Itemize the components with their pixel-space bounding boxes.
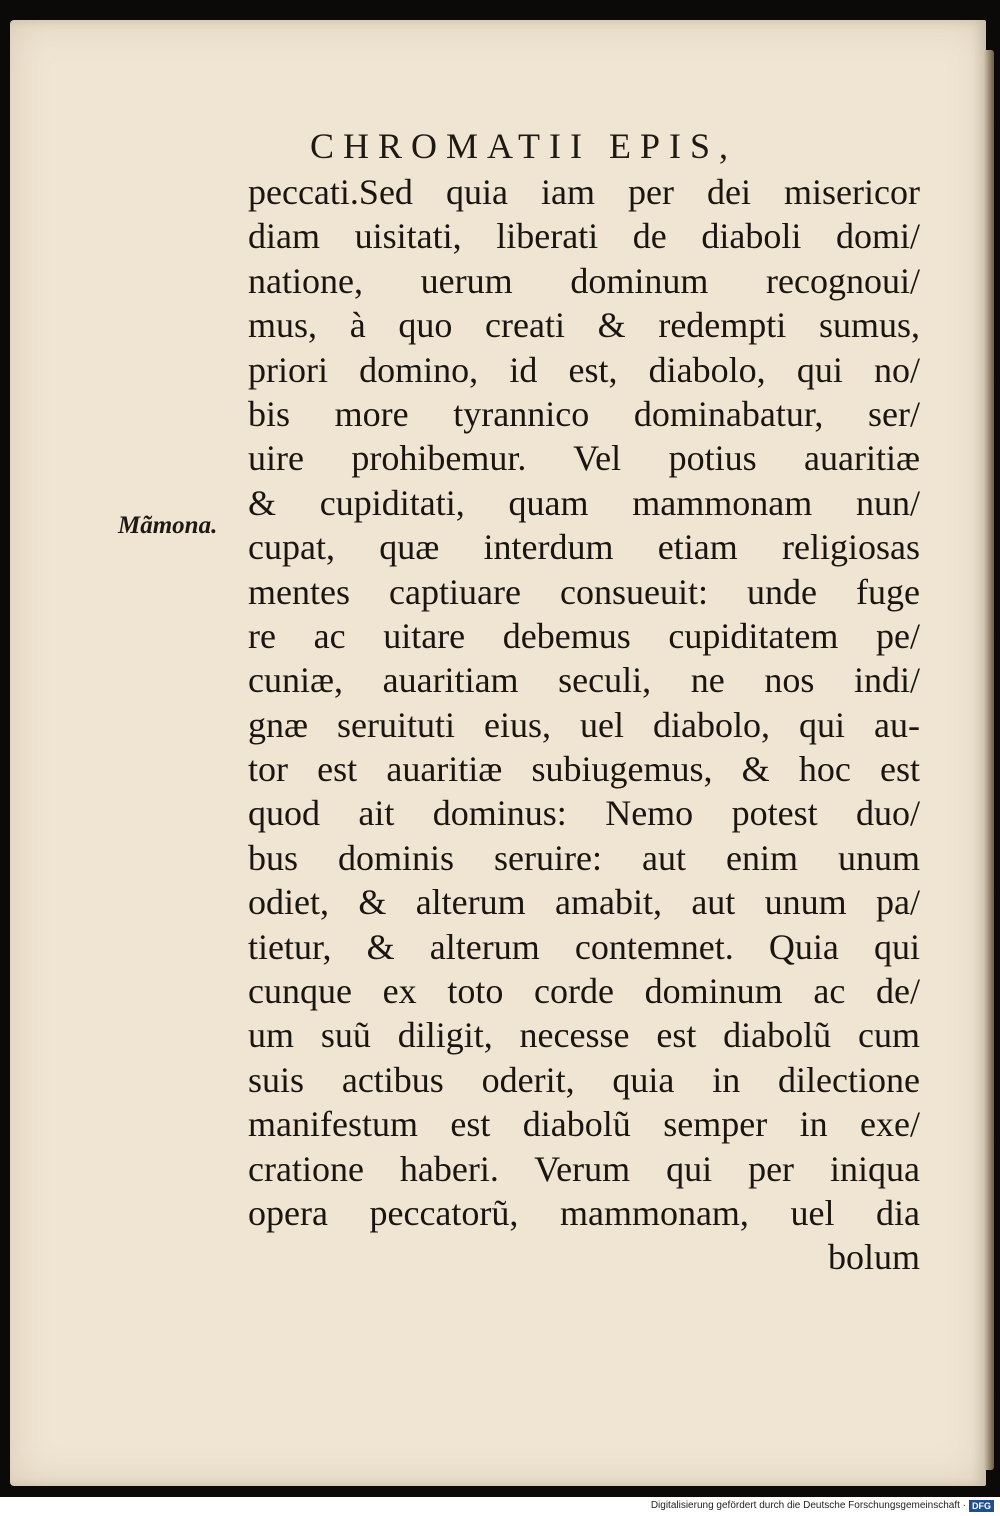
text-line: peccati.Sed quia iam per dei misericor (248, 172, 920, 212)
running-head: CHROMATII EPIS, (310, 126, 738, 166)
book-page (10, 20, 986, 1486)
text-line: re ac uitare debemus cupiditatem pe/ (248, 615, 920, 656)
text-line: cunque ex toto corde dominum ac de/ (248, 971, 920, 1012)
text-line: cupat, quæ interdum etiam religiosas (248, 527, 920, 568)
text-line: & cupiditati, quam mammonam nun/ (248, 482, 920, 523)
text-line: um suũ diligit, necesse est diabolũ cum (248, 1015, 920, 1056)
text-line: tietur, & alterum contemnet. Quia qui (248, 926, 920, 967)
text-line: cratione haberi. Verum qui per iniqua (248, 1148, 920, 1189)
body-text (248, 170, 920, 1280)
text-line: manifestum est diabolũ semper in exe/ (248, 1104, 920, 1145)
catchword: bolum (827, 1237, 920, 1278)
text-line: uire prohibemur. Vel potius auaritiæ (248, 438, 920, 479)
text-line: priori domino, id est, diabolo, qui no/ (248, 349, 920, 390)
text-line: bus dominis seruire: aut enim unum (248, 837, 920, 878)
text-line: gnæ seruituti eius, uel diabolo, qui au- (248, 704, 920, 745)
text-line: cuniæ, auaritiam seculi, ne nos indi/ (248, 660, 920, 701)
text-line: bis more tyrannico dominabatur, ser/ (248, 393, 920, 434)
footer-bar (0, 1497, 1000, 1516)
text-line: opera peccatorũ, mammonam, uel dia (248, 1192, 920, 1233)
dfg-logo: DFG (969, 1500, 994, 1512)
text-line: diam uisitati, liberati de diaboli domi/ (248, 216, 920, 257)
text-line: suis actibus oderit, quia in dilectione (248, 1059, 920, 1100)
text-line: tor est auaritiæ subiugemus, & hoc est (248, 749, 920, 790)
text-line: mentes captiuare consueuit: unde fuge (248, 571, 920, 612)
text-line: odiet, & alterum amabit, aut unum pa/ (248, 882, 920, 923)
text-line: mus, à quo creati & redempti sumus, (248, 305, 920, 346)
text-line: natione, uerum dominum recognoui/ (248, 260, 920, 301)
footer-credit: Digitalisierung gefördert durch die Deutsche Forschungsgemeinschaft · (650, 1500, 966, 1511)
text-line: quod ait dominus: Nemo potest duo/ (248, 793, 920, 834)
marginal-note: Mãmona. (118, 512, 218, 539)
